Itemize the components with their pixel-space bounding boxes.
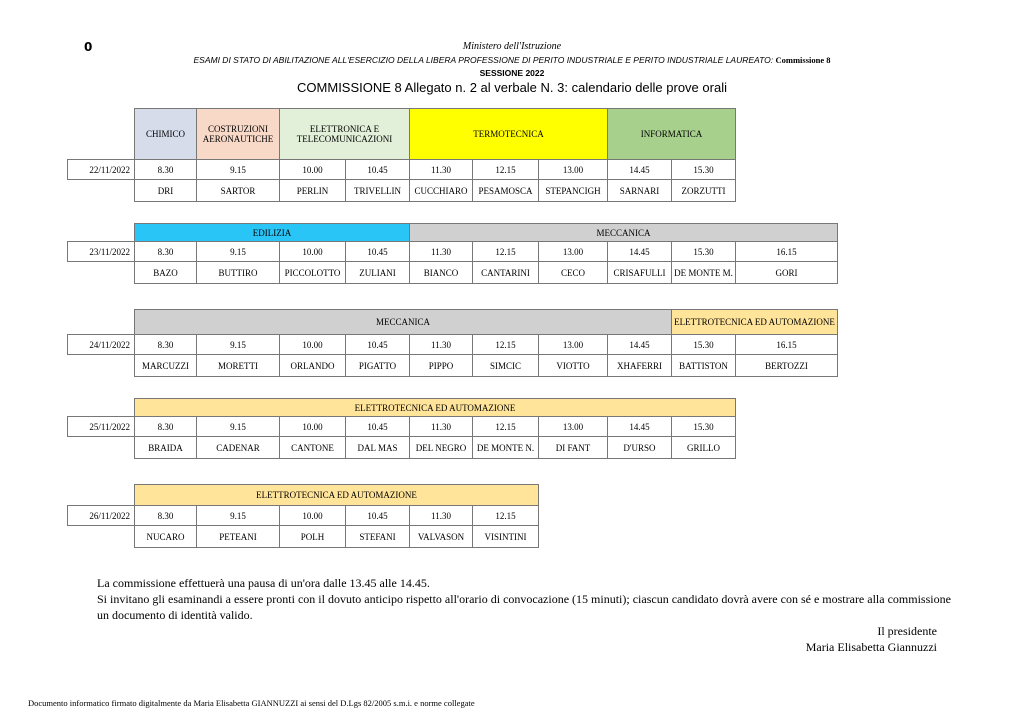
notes-block [97,575,957,623]
candidate-cell: ORLANDO [280,355,346,377]
candidate-cell: MORETTI [197,355,280,377]
candidate-cell: PETEANI [197,526,280,548]
candidate-cell: BUTTIRO [197,262,280,284]
candidate-cell: SIMCIC [473,355,539,377]
group-header: CHIMICO [135,109,197,160]
time-cell: 11.30 [410,160,473,180]
time-cell: 10.45 [346,417,410,437]
time-cell: 10.45 [346,335,410,355]
time-cell: 8.30 [135,242,197,262]
time-cell: 10.45 [346,506,410,526]
group-header: ELETTROTECNICA ED AUTOMAZIONE [135,485,539,506]
candidate-cell: CECO [539,262,608,284]
candidate-cell: NUCARO [135,526,197,548]
time-cell: 9.15 [197,417,280,437]
candidate-cell: VISINTINI [473,526,539,548]
schedule-table-day5 [67,484,539,548]
time-cell: 12.15 [473,242,539,262]
date-cell: 22/11/2022 [68,160,135,180]
group-header: ELETTRONICA E TELECOMUNICAZIONI [280,109,410,160]
session-label: SESSIONE 2022 [479,68,545,78]
candidate-cell: DRI [135,180,197,202]
time-cell: 16.15 [736,335,838,355]
candidate-cell: GRILLO [672,437,736,459]
pause-note: La commissione effettuerà una pausa di un'ora dalle 13.45 alle 14.45. [97,576,430,590]
instructions-note: Si invitano gli esaminandi a essere pronti con il dovuto anticipo rispetto all'orario di convocazione (15 minuti); ciascun candidato dovrà avere con sé e mostrare alla commissione un documento di identità valido. [97,592,951,622]
group-header: MECCANICA [135,310,672,335]
page-mark: 0 [84,40,93,54]
exam-line: ESAMI DI STATO DI ABILITAZIONE ALL'ESERCIZIO DELLA LIBERA PROFESSIONE DI PERITO INDUSTRIALE E PERITO INDUSTRIALE LAUREATO: [193,55,774,65]
date-cell: 23/11/2022 [68,242,135,262]
candidate-cell: CADENAR [197,437,280,459]
time-cell: 12.15 [473,506,539,526]
schedule-table-day2 [67,223,838,284]
candidate-cell: DEL NEGRO [410,437,473,459]
time-cell: 15.30 [672,160,736,180]
candidate-cell: XHAFERRI [608,355,672,377]
time-cell: 8.30 [135,335,197,355]
candidate-cell: PICCOLOTTO [280,262,346,284]
time-cell: 13.00 [539,160,608,180]
time-cell: 14.45 [608,242,672,262]
candidate-cell: PERLIN [280,180,346,202]
time-cell: 10.00 [280,242,346,262]
candidate-cell: DE MONTE N. [473,437,539,459]
candidate-cell: BAZO [135,262,197,284]
time-cell: 14.45 [608,160,672,180]
document-title: COMMISSIONE 8 Allegato n. 2 al verbale N. 3: calendario delle prove orali [297,80,727,95]
candidate-cell: VIOTTO [539,355,608,377]
candidate-cell: SARTOR [197,180,280,202]
candidate-cell: BIANCO [410,262,473,284]
ministry-heading: Ministero dell'Istruzione [462,41,562,52]
time-cell: 9.15 [197,506,280,526]
time-cell: 11.30 [410,242,473,262]
date-cell: 25/11/2022 [68,417,135,437]
time-cell: 16.15 [736,242,838,262]
candidate-cell: PIGATTO [346,355,410,377]
schedule-table-day4 [67,398,736,459]
candidate-cell: CANTONE [280,437,346,459]
time-cell: 15.30 [672,417,736,437]
candidate-cell: BRAIDA [135,437,197,459]
candidate-cell: VALVASON [410,526,473,548]
candidate-cell: DI FANT [539,437,608,459]
date-cell: 26/11/2022 [68,506,135,526]
candidate-cell: STEFANI [346,526,410,548]
time-cell: 10.00 [280,160,346,180]
candidate-cell: CANTARINI [473,262,539,284]
candidate-cell: PESAMOSCA [473,180,539,202]
candidate-cell: PIPPO [410,355,473,377]
group-header: ELETTROTECNICA ED AUTOMAZIONE [672,310,838,335]
candidate-cell: STEPANCIGH [539,180,608,202]
time-cell: 10.45 [346,160,410,180]
candidate-cell: D'URSO [608,437,672,459]
candidate-cell: ZORZUTTI [672,180,736,202]
time-cell: 10.00 [280,335,346,355]
time-cell: 15.30 [672,335,736,355]
date-cell: 24/11/2022 [68,335,135,355]
candidate-cell: TRIVELLIN [346,180,410,202]
group-header: COSTRUZIONI AERONAUTICHE [197,109,280,160]
time-cell: 9.15 [197,335,280,355]
time-cell: 14.45 [608,335,672,355]
time-cell: 13.00 [539,335,608,355]
candidate-cell: CUCCHIARO [410,180,473,202]
candidate-cell: BATTISTON [672,355,736,377]
time-cell: 14.45 [608,417,672,437]
time-cell: 13.00 [539,242,608,262]
time-cell: 11.30 [410,335,473,355]
candidate-cell: GORI [736,262,838,284]
candidate-cell: BERTOZZI [736,355,838,377]
candidate-cell: POLH [280,526,346,548]
schedule-table-day1 [67,108,736,202]
candidate-cell: DAL MAS [346,437,410,459]
signature-block [806,623,937,655]
candidate-cell: SARNARI [608,180,672,202]
president-name: Maria Elisabetta Giannuzzi [805,640,937,654]
time-cell: 12.15 [473,335,539,355]
group-header: EDILIZIA [135,224,410,242]
time-cell: 11.30 [410,506,473,526]
exam-heading [0,55,1024,65]
candidate-cell: ZULIANI [346,262,410,284]
group-header: ELETTROTECNICA ED AUTOMAZIONE [135,399,736,417]
president-role: Il presidente [877,624,937,638]
group-header: INFORMATICA [608,109,736,160]
digital-signature-footer: Documento informatico firmato digitalmente da Maria Elisabetta GIANNUZZI ai sensi del D.Lgs 82/2005 s.m.i. e norme collegate [28,698,475,708]
candidate-cell: DE MONTE M. [672,262,736,284]
group-header: MECCANICA [410,224,838,242]
time-cell: 8.30 [135,160,197,180]
time-cell: 10.45 [346,242,410,262]
time-cell: 13.00 [539,417,608,437]
time-cell: 11.30 [410,417,473,437]
time-cell: 8.30 [135,506,197,526]
time-cell: 10.00 [280,506,346,526]
commission-label: Commissione 8 [775,55,831,65]
time-cell: 9.15 [197,160,280,180]
schedule-table-day3 [67,309,838,377]
time-cell: 8.30 [135,417,197,437]
candidate-cell: CRISAFULLI [608,262,672,284]
time-cell: 9.15 [197,242,280,262]
time-cell: 12.15 [473,160,539,180]
time-cell: 12.15 [473,417,539,437]
time-cell: 10.00 [280,417,346,437]
time-cell: 15.30 [672,242,736,262]
group-header: TERMOTECNICA [410,109,608,160]
candidate-cell: MARCUZZI [135,355,197,377]
